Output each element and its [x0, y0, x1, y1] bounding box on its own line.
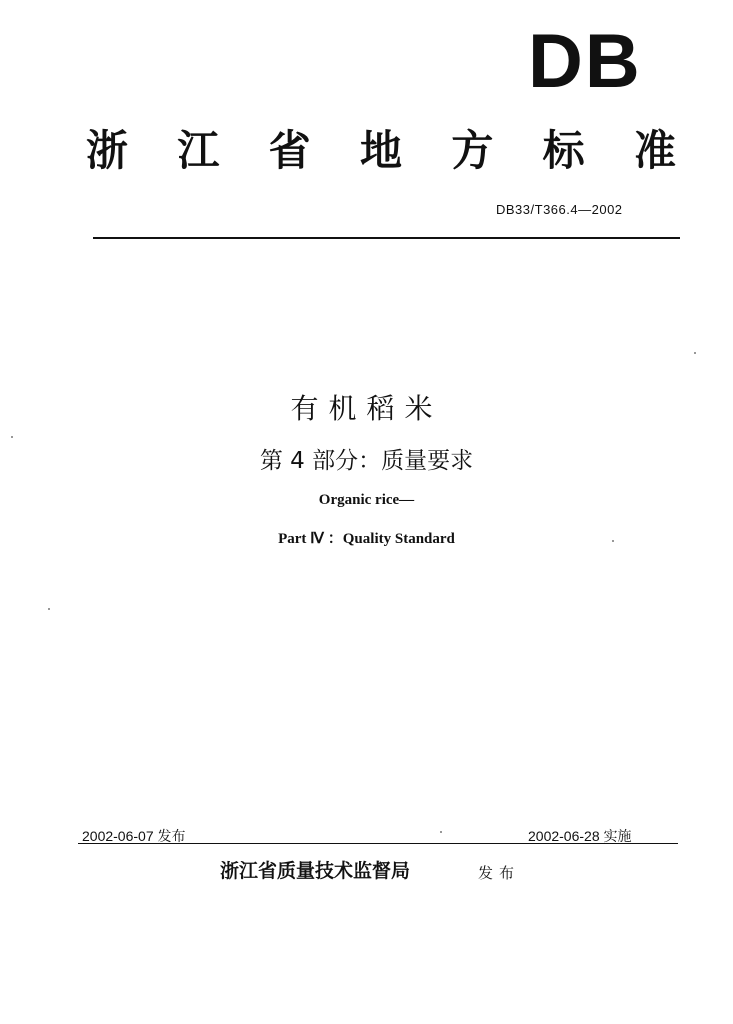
title-char: 准 — [633, 126, 676, 175]
scan-speck — [612, 540, 614, 542]
standard-mark: DB — [528, 19, 642, 104]
document-title: 有机稻米 — [290, 392, 443, 425]
scan-speck — [440, 831, 442, 833]
english-title-line2: Part Ⅳ ：Quality Standard — [278, 531, 455, 547]
standard-code: DB33/T366.4—2002 — [496, 202, 623, 217]
document-subtitle: 第 4 部分：质量要求 — [259, 448, 474, 474]
scan-speck — [48, 608, 50, 610]
title-char: 江 — [177, 126, 220, 175]
release-date: 2002-06-07 发布 — [82, 828, 186, 844]
issuing-authority: 浙江省质量技术监督局 — [220, 860, 411, 882]
title-char: 浙 — [86, 126, 129, 175]
title-char: 标 — [542, 126, 585, 175]
english-title-line1: Organic rice— — [318, 492, 415, 508]
issue-label: 发布 — [478, 864, 521, 882]
footer-divider — [78, 843, 678, 844]
title-char: 方 — [451, 126, 494, 175]
title-char: 地 — [359, 126, 402, 175]
effective-date: 2002-06-28 实施 — [528, 828, 632, 844]
title-char: 省 — [268, 126, 311, 175]
scan-speck — [694, 352, 696, 354]
header-divider — [93, 237, 680, 239]
scan-speck — [11, 436, 13, 438]
standard-category-title — [86, 126, 676, 175]
